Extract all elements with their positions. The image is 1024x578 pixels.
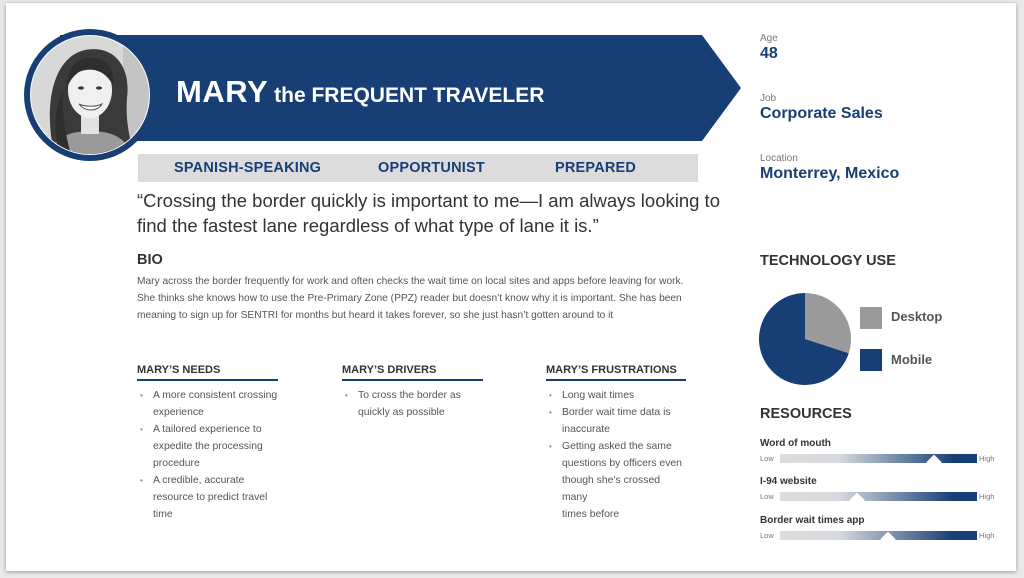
- persona-title: [176, 74, 544, 110]
- frustrations-heading: MARY’S FRUSTRATIONS: [546, 364, 686, 381]
- resource-row: [760, 515, 1000, 542]
- resource-level-marker: [880, 532, 896, 540]
- legend-label-mobile: Mobile: [891, 352, 933, 367]
- needs-heading: MARY’S NEEDS: [137, 364, 278, 381]
- resource-gradient-bar: [780, 531, 977, 540]
- needs-item: [137, 387, 278, 421]
- trait-spanish-speaking: SPANISH-SPEAKING: [174, 160, 322, 176]
- needs-item-line: procedure: [153, 458, 200, 469]
- drivers-item: [342, 387, 483, 421]
- resource-scale: [760, 451, 1000, 465]
- frustrations-item-line: • Long wait times: [562, 390, 635, 401]
- persona-subtitle: the FREQUENT TRAVELER: [274, 84, 545, 107]
- resource-row: [760, 476, 1000, 503]
- scale-low-label: Low: [760, 454, 774, 463]
- needs-item-line: • A credible, accurate: [153, 475, 245, 486]
- bio-line: She thinks she knows how to use the Pre-Primary Zone (PPZ) reader but doesn’t know why it is important. She has been: [137, 293, 682, 304]
- job-value: Corporate Sales: [760, 105, 883, 122]
- drivers-column: [342, 364, 483, 421]
- frustrations-item: [546, 404, 686, 438]
- resource-name: Word of mouth: [760, 438, 831, 449]
- persona-name: MARY: [176, 74, 269, 109]
- needs-item-line: • A more consistent crossing: [153, 390, 278, 401]
- drivers-item-line: • To cross the border as: [358, 390, 461, 401]
- location-label: Location: [760, 153, 798, 164]
- frustrations-list: [546, 387, 686, 523]
- drivers-item-line: quickly as possible: [358, 407, 445, 418]
- technology-heading: TECHNOLOGY USE: [760, 253, 896, 269]
- scale-high-label: High: [979, 454, 995, 463]
- traits-bar: [138, 154, 698, 182]
- legend-swatch-mobile: [860, 349, 882, 371]
- persona-quote: [137, 188, 737, 238]
- avatar: [23, 28, 157, 167]
- needs-item: [137, 421, 278, 472]
- legend-swatch-desktop: [860, 307, 882, 329]
- frustrations-item-line: though she’s crossed many: [562, 475, 661, 503]
- resource-gradient-bar: [780, 492, 977, 501]
- needs-item-line: expedite the processing: [153, 441, 263, 452]
- age-label: Age: [760, 33, 778, 44]
- bio-line: Mary across the border frequently for work and often checks the wait time on local sites and apps before leaving for work.: [137, 276, 684, 287]
- frustrations-item-line: • Getting asked the same: [562, 441, 672, 452]
- resource-scale: [760, 489, 1000, 503]
- age-value: 48: [760, 45, 778, 62]
- frustrations-column: [546, 364, 686, 523]
- needs-column: [137, 364, 278, 523]
- quote-line: find the fastest lane regardless of what type of lane it is.”: [137, 215, 599, 236]
- resource-level-marker: [926, 455, 942, 463]
- frustrations-item: [546, 387, 686, 404]
- frustrations-item: [546, 438, 686, 523]
- frustrations-item-line: • Border wait time data is: [562, 407, 671, 418]
- bio-heading: BIO: [137, 252, 163, 268]
- bio-line: meaning to sign up for SENTRI for months but heard it takes forever, so she just hasn’t gotten around to it: [137, 310, 614, 321]
- resource-row: [760, 438, 1000, 465]
- drivers-heading: MARY’S DRIVERS: [342, 364, 483, 381]
- scale-high-label: High: [979, 492, 995, 501]
- needs-item-line: resource to predict travel: [153, 492, 268, 503]
- drivers-list: [342, 387, 483, 421]
- location-value: Monterrey, Mexico: [760, 165, 900, 182]
- trait-opportunist: OPPORTUNIST: [378, 160, 485, 176]
- resource-name: Border wait times app: [760, 515, 865, 526]
- resources-heading: RESOURCES: [760, 406, 852, 422]
- resource-gradient-bar: [780, 454, 977, 463]
- scale-low-label: Low: [760, 531, 774, 540]
- scale-high-label: High: [979, 531, 995, 540]
- frustrations-item-line: questions by officers even: [562, 458, 682, 469]
- technology-pie-chart: [758, 292, 852, 386]
- resource-scale: [760, 528, 1000, 542]
- resource-name: I-94 website: [760, 476, 817, 487]
- needs-item: [137, 472, 278, 523]
- legend-label-desktop: Desktop: [891, 309, 943, 324]
- needs-list: [137, 387, 278, 523]
- needs-item-line: experience: [153, 407, 204, 418]
- bio-text: [137, 273, 737, 324]
- scale-low-label: Low: [760, 492, 774, 501]
- needs-item-line: • A tailored experience to: [153, 424, 262, 435]
- quote-line: “Crossing the border quickly is important to me—I am always looking to: [137, 190, 720, 211]
- needs-item-line: time: [153, 509, 173, 520]
- frustrations-item-line: inaccurate: [562, 424, 610, 435]
- resource-level-marker: [849, 493, 865, 501]
- job-label: Job: [760, 93, 777, 104]
- trait-prepared: PREPARED: [555, 160, 637, 176]
- frustrations-item-line: times before: [562, 509, 620, 520]
